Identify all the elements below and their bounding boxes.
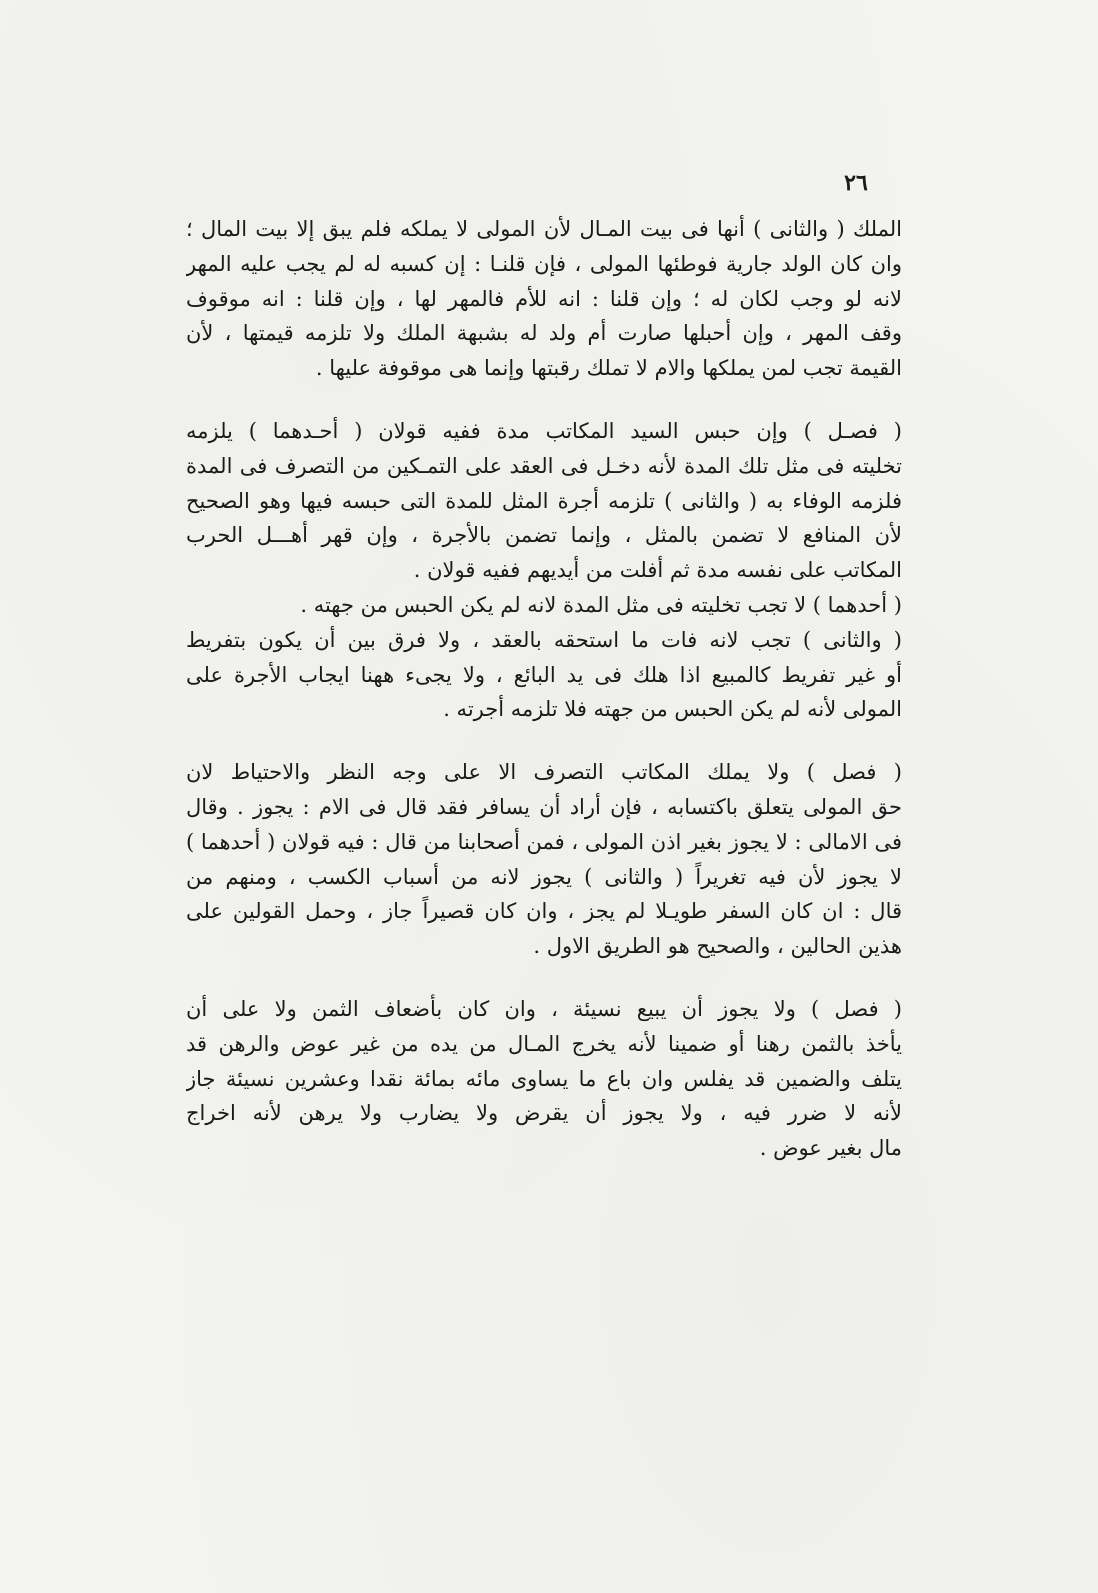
- text-line: المكاتب على نفسه مدة ثم أفلت من أيديهم ففيه قولان .: [413, 558, 902, 583]
- text-line: يتلف والضمين قد يفلس وان باع ما يساوى مائه بمائة نقدا وعشرين نسيئة جاز: [186, 1066, 902, 1091]
- text-line: يأخذ بالثمن رهنا أو ضمينا لأنه يخرج المـال من يده من غير عوض والرهن قد: [186, 1031, 902, 1056]
- text-line: أو غير تفريط كالمبيع اذا هلك فى يد البائع ، ولا يجىء ههنا ايجاب الأجرة على: [186, 662, 902, 687]
- text-line: لأنه لا ضرر فيه ، ولا يجوز أن يقرض ولا يضارب ولا يرهن لأنه اخراج: [186, 1101, 902, 1126]
- text-line: ( فصـل ) وإن حبس السيد المكاتب مدة ففيه قولان ( أحـدهما ) يلزمه: [186, 418, 902, 443]
- text-line: وان كان الولد جارية فوطئها المولى ، فإن قلنـا : إن كسبه له لم يجب عليه المهر: [186, 251, 902, 276]
- paragraph-3: [186, 755, 902, 964]
- text-line: ( أحدهما ) لا تجب تخليته فى مثل المدة لانه لم يكن الحبس من جهته .: [300, 592, 902, 617]
- text-line: القيمة تجب لمن يملكها والام لا تملك رقبتها وإنما هى موقوفة عليها .: [315, 356, 902, 381]
- text-line: هذين الحالين ، والصحيح هو الطريق الاول .: [533, 934, 902, 959]
- text-line: وقف المهر ، وإن أحبلها صارت أم ولد له بشبهة الملك ولا تلزمه قيمتها ، لأن: [186, 321, 902, 346]
- text-line: قال : ان كان السفر طويـلا لم يجز ، وان كان قصيراً جاز ، وحمل القولين على: [186, 899, 902, 924]
- page-number: ٢٦: [844, 170, 868, 196]
- text-line: المولى لأنه لم يكن الحبس من جهته فلا تلزمه أجرته .: [443, 697, 902, 722]
- paragraph-4: [186, 992, 902, 1166]
- text-line: حق المولى يتعلق باكتسابه ، فإن أراد أن يسافر فقد قال فى الام : يجوز . وقال: [186, 794, 902, 819]
- paragraph-1: [186, 212, 902, 386]
- body-text: [186, 212, 902, 1194]
- text-line: لانه لو وجب لكان له ؛ وإن قلنا : انه للأم فالمهر لها ، وإن قلنا : انه موقوف: [186, 286, 902, 311]
- paragraph-2: [186, 414, 902, 727]
- text-line: ( فصل ) ولا يملك المكاتب التصرف الا على وجه النظر والاحتياط لان: [186, 760, 902, 785]
- text-line: ( فصل ) ولا يجوز أن يبيع نسيئة ، وان كان بأضعاف الثمن ولا على أن: [186, 996, 902, 1021]
- text-line: لا يجوز لأن فيه تغريراً ( والثانى ) يجوز لانه من أسباب الكسب ، ومنهم من: [186, 864, 902, 889]
- text-line: مال بغير عوض .: [759, 1136, 902, 1161]
- text-line: فلزمه الوفاء به ( والثانى ) تلزمه أجرة المثل للمدة التى حبسه فيها وهو الصحيح: [186, 488, 902, 513]
- text-line: ( والثانى ) تجب لانه فات ما استحقه بالعقد ، ولا فرق بين أن يكون بتفريط: [186, 627, 902, 652]
- text-line: تخليته فى مثل تلك المدة لأنه دخـل فى العقد على التمـكين من التصرف فى المدة: [186, 453, 902, 478]
- text-line: لأن المنافع لا تضمن بالمثل ، وإنما تضمن بالأجرة ، وإن قهر أهـــل الحرب: [186, 523, 902, 548]
- text-line: فى الامالى : لا يجوز بغير اذن المولى ، فمن أصحابنا من قال : فيه قولان ( أحدهما ): [186, 829, 902, 854]
- text-line: الملك ( والثانى ) أنها فى بيت المـال لأن المولى لا يملكه فلم يبق إلا بيت المال ؛: [186, 217, 902, 241]
